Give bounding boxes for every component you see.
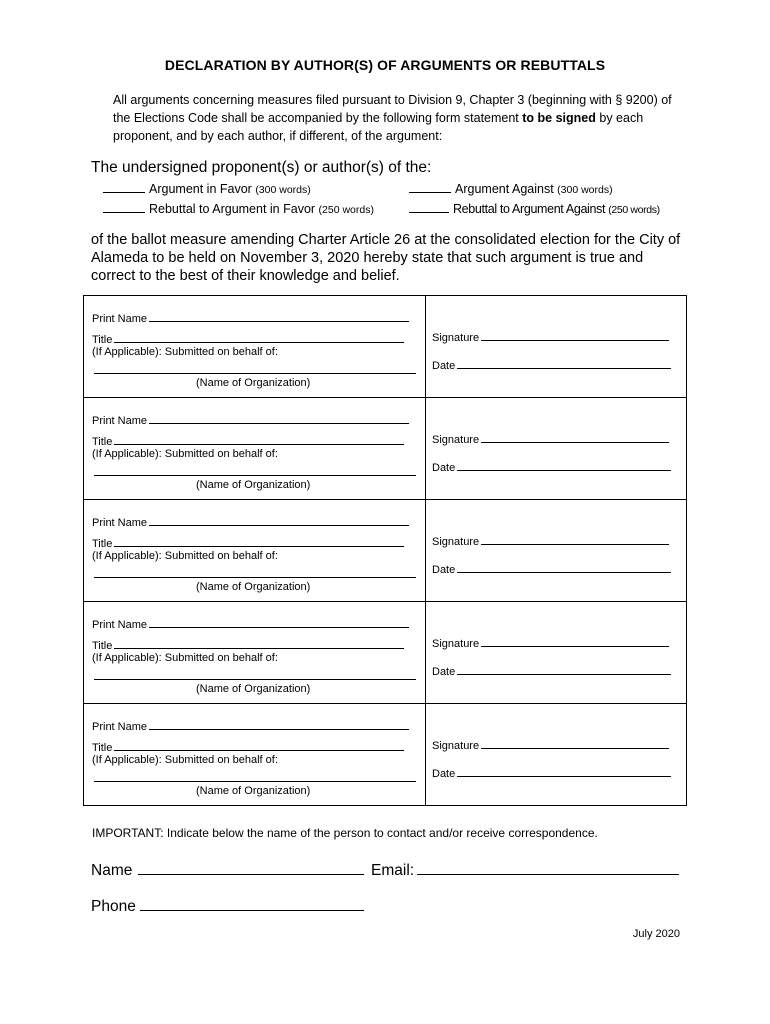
signature-label: Signature xyxy=(432,332,480,344)
print-name-line[interactable] xyxy=(149,719,409,730)
contact-name-label: Name xyxy=(91,862,133,879)
author-signature-cell xyxy=(426,602,687,704)
title-label: Title xyxy=(92,742,113,754)
signature-field[interactable] xyxy=(432,738,669,752)
author-row xyxy=(84,500,687,602)
date-label: Date xyxy=(432,462,456,474)
author-signature-cell xyxy=(426,704,687,806)
organization-label: (Name of Organization) xyxy=(196,581,311,593)
contact-name-line[interactable] xyxy=(138,860,364,875)
blank-line[interactable] xyxy=(103,200,145,213)
date-line[interactable] xyxy=(457,664,671,675)
footer-date: July 2020 xyxy=(632,928,680,940)
title-field[interactable] xyxy=(92,536,404,550)
option-label: Rebuttal to Argument Against xyxy=(453,202,606,216)
author-info-cell xyxy=(84,296,426,398)
signature-label: Signature xyxy=(432,740,480,752)
author-row xyxy=(84,398,687,500)
option-word-limit: (250 words) xyxy=(318,204,374,216)
print-name-field[interactable] xyxy=(92,311,409,325)
signature-line[interactable] xyxy=(481,738,669,749)
print-name-label: Print Name xyxy=(92,517,148,529)
print-name-line[interactable] xyxy=(149,617,409,628)
print-name-label: Print Name xyxy=(92,721,148,733)
organization-label: (Name of Organization) xyxy=(196,683,311,695)
signature-field[interactable] xyxy=(432,330,669,344)
signature-label: Signature xyxy=(432,434,480,446)
print-name-line[interactable] xyxy=(149,311,409,322)
author-signature-cell xyxy=(426,500,687,602)
title-line[interactable] xyxy=(114,638,404,649)
intro-text-2: by each proponent, and by each author, if different, of the argument: xyxy=(113,111,644,143)
title-field[interactable] xyxy=(92,434,404,448)
print-name-label: Print Name xyxy=(92,415,148,427)
option-label: Rebuttal to Argument in Favor xyxy=(149,202,316,216)
signature-field[interactable] xyxy=(432,534,669,548)
signature-field[interactable] xyxy=(432,432,669,446)
author-signature-cell xyxy=(426,296,687,398)
signature-line[interactable] xyxy=(481,636,669,647)
author-row xyxy=(84,704,687,806)
date-field[interactable] xyxy=(432,664,671,678)
author-info-cell xyxy=(84,704,426,806)
ballot-statement: of the ballot measure amending Charter Article 26 at the consolidated election for the City of Alameda to be held on November 3, 2020 hereby state that such argument is true and correct to the best of their knowledge and belief. xyxy=(91,232,681,284)
date-line[interactable] xyxy=(457,562,671,573)
signature-line[interactable] xyxy=(481,330,669,341)
option-argument-against[interactable] xyxy=(409,180,613,196)
print-name-field[interactable] xyxy=(92,515,409,529)
contact-name-field[interactable] xyxy=(91,860,364,880)
option-word-limit: (300 words) xyxy=(557,184,613,196)
contact-email-field[interactable] xyxy=(371,860,679,880)
title-field[interactable] xyxy=(92,740,404,754)
print-name-label: Print Name xyxy=(92,313,148,325)
blank-line[interactable] xyxy=(409,180,451,193)
contact-phone-line[interactable] xyxy=(140,896,364,911)
option-label: Argument Against xyxy=(455,182,554,196)
on-behalf-label: (If Applicable): Submitted on behalf of: xyxy=(92,448,278,460)
option-rebuttal-favor[interactable] xyxy=(103,200,374,216)
title-field[interactable] xyxy=(92,638,404,652)
on-behalf-label: (If Applicable): Submitted on behalf of: xyxy=(92,652,278,664)
title-line[interactable] xyxy=(114,740,404,751)
date-field[interactable] xyxy=(432,358,671,372)
date-label: Date xyxy=(432,666,456,678)
date-field[interactable] xyxy=(432,766,671,780)
blank-line[interactable] xyxy=(103,180,145,193)
author-signature-cell xyxy=(426,398,687,500)
date-field[interactable] xyxy=(432,460,671,474)
title-line[interactable] xyxy=(114,332,404,343)
signature-field[interactable] xyxy=(432,636,669,650)
date-line[interactable] xyxy=(457,460,671,471)
organization-label: (Name of Organization) xyxy=(196,479,311,491)
date-label: Date xyxy=(432,564,456,576)
author-info-cell xyxy=(84,398,426,500)
option-word-limit: (300 words) xyxy=(255,184,311,196)
blank-line[interactable] xyxy=(409,200,449,213)
organization-line[interactable] xyxy=(94,679,416,680)
option-argument-favor[interactable] xyxy=(103,180,311,196)
intro-bold-text: to be signed xyxy=(522,111,596,125)
title-label: Title xyxy=(92,538,113,550)
title-label: Title xyxy=(92,436,113,448)
title-field[interactable] xyxy=(92,332,404,346)
contact-phone-label: Phone xyxy=(91,898,136,915)
title-line[interactable] xyxy=(114,536,404,547)
signature-line[interactable] xyxy=(481,534,669,545)
contact-email-line[interactable] xyxy=(417,860,679,875)
intro-text-1: All arguments concerning measures filed pursuant to Division 9, Chapter 3 (beginning with § 9200) of the Elections Code shall be accompanied by the following form statement xyxy=(113,93,672,125)
on-behalf-label: (If Applicable): Submitted on behalf of: xyxy=(92,754,278,766)
date-field[interactable] xyxy=(432,562,671,576)
print-name-field[interactable] xyxy=(92,719,409,733)
author-row xyxy=(84,602,687,704)
organization-label: (Name of Organization) xyxy=(196,785,311,797)
print-name-line[interactable] xyxy=(149,413,409,424)
important-note: IMPORTANT: Indicate below the name of the person to contact and/or receive correspondence. xyxy=(92,826,598,840)
document-title: DECLARATION BY AUTHOR(S) OF ARGUMENTS OR REBUTTALS xyxy=(164,57,606,73)
on-behalf-label: (If Applicable): Submitted on behalf of: xyxy=(92,346,278,358)
author-info-cell xyxy=(84,602,426,704)
author-row xyxy=(84,296,687,398)
date-line[interactable] xyxy=(457,358,671,369)
date-label: Date xyxy=(432,360,456,372)
organization-line[interactable] xyxy=(94,475,416,476)
print-name-field[interactable] xyxy=(92,413,409,427)
author-info-cell xyxy=(84,500,426,602)
print-name-field[interactable] xyxy=(92,617,409,631)
signature-label: Signature xyxy=(432,536,480,548)
contact-email-label: Email: xyxy=(371,862,415,879)
organization-line[interactable] xyxy=(94,373,416,374)
signature-line[interactable] xyxy=(481,432,669,443)
print-name-line[interactable] xyxy=(149,515,409,526)
organization-line[interactable] xyxy=(94,781,416,782)
option-label: Argument in Favor xyxy=(149,182,252,196)
date-label: Date xyxy=(432,768,456,780)
contact-phone-field[interactable] xyxy=(91,896,364,916)
on-behalf-label: (If Applicable): Submitted on behalf of: xyxy=(92,550,278,562)
title-label: Title xyxy=(92,334,113,346)
organization-label: (Name of Organization) xyxy=(196,377,311,389)
print-name-label: Print Name xyxy=(92,619,148,631)
title-label: Title xyxy=(92,640,113,652)
signature-label: Signature xyxy=(432,638,480,650)
intro-paragraph xyxy=(113,91,673,145)
option-rebuttal-against[interactable] xyxy=(409,200,660,216)
date-line[interactable] xyxy=(457,766,671,777)
author-signature-table xyxy=(83,295,687,806)
undersigned-heading: The undersigned proponent(s) or author(s) of the: xyxy=(91,159,432,176)
organization-line[interactable] xyxy=(94,577,416,578)
title-line[interactable] xyxy=(114,434,404,445)
option-word-limit: (250 words) xyxy=(608,204,660,216)
